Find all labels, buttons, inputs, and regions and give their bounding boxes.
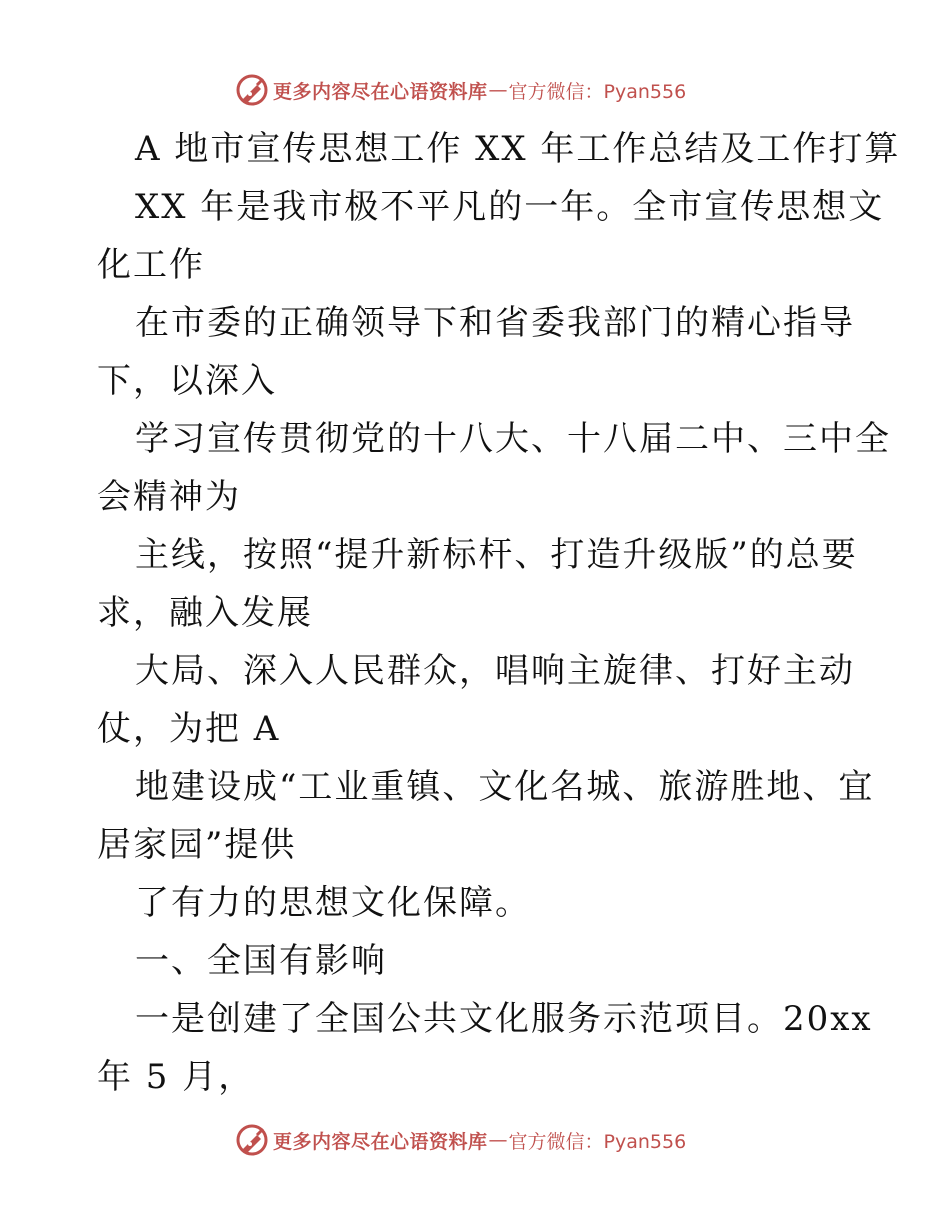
footer-watermark	[235, 1122, 686, 1158]
paragraph-line: 主线，按照“提升新标杆、打造升级版”的总要	[135, 535, 858, 575]
paragraph-line: 求，融入发展	[97, 593, 313, 633]
paragraph-line: 一是创建了全国公共文化服务示范项目。20xx	[135, 999, 873, 1039]
watermark-site-name: 更多内容尽在心语资料库	[273, 1130, 488, 1153]
paragraph-line: 地建设成“工业重镇、文化名城、旅游胜地、宜	[135, 767, 875, 807]
watermark-dash: —	[488, 1129, 508, 1151]
pen-nib-logo-icon	[235, 73, 269, 107]
section-heading: 一、全国有影响	[135, 941, 387, 981]
watermark-site-name: 更多内容尽在心语资料库	[273, 80, 488, 103]
paragraph-line: 学习宣传贯彻党的十八大、十八届二中、三中全	[135, 419, 891, 459]
watermark-wechat: 官方微信：Pyan556	[508, 1130, 687, 1153]
paragraph-line: 下，以深入	[97, 361, 277, 401]
paragraph-line: 居家园”提供	[97, 825, 297, 865]
paragraph-line: 年 5 月，	[97, 1057, 255, 1097]
watermark-dash: —	[488, 79, 508, 101]
header-watermark	[235, 72, 686, 108]
paragraph-line: 仗，为把 A	[97, 709, 281, 749]
paragraph-line: 会精神为	[97, 477, 241, 517]
paragraph-line: 了有力的思想文化保障。	[135, 883, 531, 923]
pen-nib-logo-icon	[235, 1123, 269, 1157]
paragraph-line: 化工作	[97, 245, 205, 285]
document-title: A 地市宣传思想工作 XX 年工作总结及工作打算	[135, 129, 901, 169]
paragraph-line: 大局、深入人民群众，唱响主旋律、打好主动	[135, 651, 855, 691]
paragraph-line: XX 年是我市极不平凡的一年。全市宣传思想文	[135, 187, 885, 227]
watermark-wechat: 官方微信：Pyan556	[508, 80, 687, 103]
document-body	[97, 120, 901, 1106]
paragraph-line: 在市委的正确领导下和省委我部门的精心指导	[135, 303, 855, 343]
